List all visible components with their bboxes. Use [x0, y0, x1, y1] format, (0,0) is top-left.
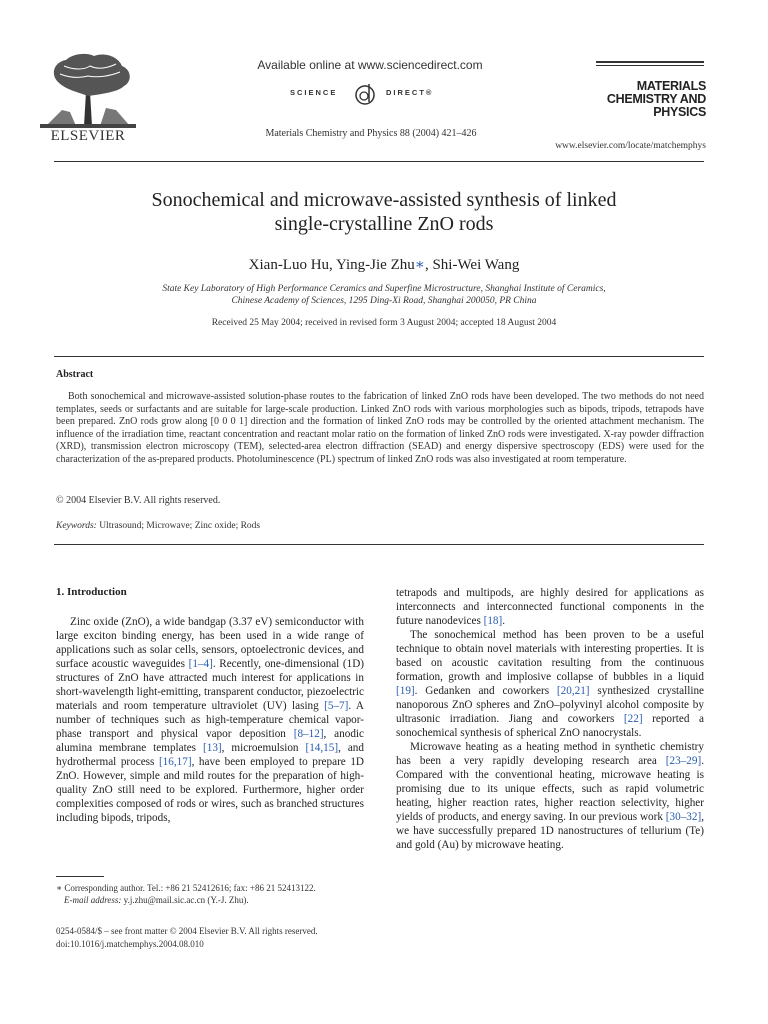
journal-name-line: PHYSICS — [653, 105, 706, 119]
email-address[interactable]: y.j.zhu@mail.sic.ac.cn (Y.-J. Zhu). — [121, 895, 249, 905]
header-divider — [54, 161, 704, 162]
section-heading-introduction: 1. Introduction — [56, 586, 127, 598]
keywords-label: Keywords: — [56, 521, 97, 531]
abstract-top-divider — [54, 356, 704, 357]
paragraph: Zinc oxide (ZnO), a wide bandgap (3.37 eV) semiconductor with large exciton binding energy, has been used in a wide range of applications such as solar cells, sensors, optoelectronic devices, and surface acoustic waveguides [1–4]. Recently, one-dimensional (1D) structures of ZnO have attracted much interest for applications in short-wavelength light-emitting, transparent conductor, piezoelectric materials and room temperature ultraviolet (UV) lasing [5–7]. A number of techniques such as high-temperature chemical vapor-phase transport and physical vapor deposition [8–12], anodic alumina membrane templates [13], microemulsion [14,15], and hydrothermal process [16,17], have been employed to prepare 1D ZnO. However, simple and mild routes for the preparation of high-quality ZnO still need to be explored. Furthermore, higher order complexities composed of rods or wires, such as branched structures including bipods, tripods, — [56, 616, 365, 824]
footnote — [56, 882, 376, 906]
reference-link[interactable]: [13] — [203, 742, 222, 754]
footnote-mark: ∗ — [56, 883, 63, 893]
abstract-body: Both sonochemical and microwave-assisted solution-phase routes to the fabrication of linked ZnO rods have been developed. The two methods do not need templates, seeds or surfactants and are suitable for large-scale production. Linked ZnO rods with various morphologies such as bipods, tripods, tetrapods have been prepared. ZnO rods grow along [0 0 0 1] direction and the formation of linked ZnO rods may be controlled by the oriented attachment mechanism. The influence of the irradiation time, reactant concentration and reactant molar ratio on the formation of linked ZnO rods were investigated. X-ray powder diffraction (XRD), transmission electron microscopy (TEM), selected-area electron diffraction (SEAD) and energy dispersive spectroscopy (EDS) were used for the characterization of the as-prepared products. Photoluminescence (PL) spectrum of linked ZnO rods was also investigated at room temperature. — [56, 391, 704, 465]
reference-link[interactable]: [1–4] — [188, 658, 213, 670]
reference-link[interactable]: [19] — [396, 685, 415, 697]
abstract-copyright: © 2004 Elsevier B.V. All rights reserved. — [56, 495, 221, 506]
journal-name — [590, 80, 706, 119]
title-line: Sonochemical and microwave-assisted synthesis of linked — [151, 189, 617, 211]
journal-url-link[interactable]: www.elsevier.com/locate/matchemphys — [555, 141, 706, 151]
author: Xian-Luo Hu, — [248, 257, 336, 273]
reference-link[interactable]: [14,15] — [305, 742, 339, 754]
publisher-name: ELSEVIER — [50, 128, 126, 144]
reference-link[interactable]: [20,21] — [556, 685, 590, 697]
sciencedirect-left: SCIENCE — [290, 88, 338, 97]
corresponding-author-mark[interactable]: ∗ — [414, 257, 425, 273]
affiliation-line: Chinese Academy of Sciences, 1295 Ding-Xi Road, Shanghai 200050, PR China — [231, 296, 537, 306]
author-list — [60, 255, 708, 274]
right-column — [396, 586, 704, 852]
affiliation — [60, 283, 708, 307]
author: , Shi-Wei Wang — [424, 257, 520, 273]
email-note — [56, 894, 376, 906]
received-dates: Received 25 May 2004; received in revised form 3 August 2004; accepted 18 August 2004 — [211, 318, 557, 328]
reference-link[interactable]: [23–29] — [665, 755, 702, 767]
sciencedirect-logo — [290, 82, 450, 106]
abstract-bottom-divider — [54, 544, 704, 545]
paragraph: tetrapods and multipods, are highly desired for applications as interconnects and interconnected functional components in the future nanodevices [18]. — [396, 587, 704, 627]
journal-name-line: MATERIALS — [636, 79, 706, 93]
title-line: single-crystalline ZnO rods — [274, 213, 494, 235]
sciencedirect-right: DIRECT® — [386, 88, 434, 97]
tree-icon — [40, 52, 136, 128]
reference-link[interactable]: [30–32] — [665, 811, 702, 823]
available-online-text[interactable]: Available online at www.sciencedirect.com — [257, 58, 483, 72]
reference-link[interactable]: [16,17] — [158, 756, 192, 768]
paragraph: Microwave heating as a heating method in synthetic chemistry has been a very rapidly developing research area [23–29]. Compared with the conventional heating, microwave heating is promising due to its unique effects, such as rapid volumetric heating, higher reaction rates, higher reaction selectivity, higher yields of products, and energy saving. In our previous work [30–32], we have successfully prepared 1D nanostructures of tellurium (Te) and gold (Au) by microwave heating. — [396, 741, 704, 851]
issn-text: 0254-0584/$ – see front matter © 2004 Elsevier B.V. All rights reserved. — [56, 926, 318, 936]
sciencedirect-d-icon — [352, 82, 380, 106]
keywords — [56, 521, 260, 531]
reference-link[interactable]: [5–7] — [324, 700, 349, 712]
keywords-list: Ultrasound; Microwave; Zinc oxide; Rods — [99, 521, 261, 531]
article-title — [60, 188, 708, 236]
journal-citation: Materials Chemistry and Physics 88 (2004) 421–426 — [265, 128, 477, 139]
author: Ying-Jie Zhu — [336, 257, 415, 273]
reference-link[interactable]: [8–12] — [293, 728, 324, 740]
paragraph: The sonochemical method has been proven to be a useful technique to obtain novel materials with interesting properties. It is based on acoustic cavitation resulting from the continuous formation, growth and implosive collapse of bubbles in a liquid [19]. Gedanken and coworkers [20,21] synthesized crystalline nanoporous ZnO spheres and ZnO–polyvinyl alcohol composite by ultrasonic irradiation. Jiang and coworkers [22] reported a sonochemical synthesis of spherical ZnO nanocrystals. — [396, 629, 705, 739]
abstract-heading: Abstract — [56, 369, 94, 380]
email-label: E-mail address: — [64, 895, 122, 905]
affiliation-line: State Key Laboratory of High Performance Ceramics and Superfine Microstructure, Shanghai Institute of Ceramics, — [162, 284, 606, 294]
reference-link[interactable]: [22] — [623, 713, 643, 725]
issn-doi — [56, 925, 376, 951]
corresponding-author-note: ∗ Corresponding author. Tel.: +86 21 52412616; fax: +86 21 52413122. — [56, 883, 316, 893]
doi-text[interactable]: doi:10.1016/j.matchemphys.2004.08.010 — [56, 939, 204, 949]
reference-link[interactable]: [18] — [483, 615, 503, 627]
journal-rule-lines — [596, 61, 704, 67]
journal-name-line: CHEMISTRY AND — [606, 92, 706, 106]
footnote-divider — [56, 876, 104, 877]
left-column — [56, 615, 364, 825]
